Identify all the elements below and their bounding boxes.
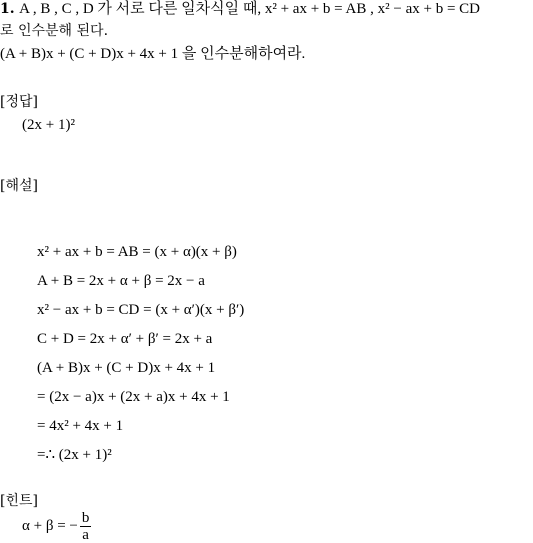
answer-label: [정답] bbox=[0, 94, 38, 110]
hint-fraction-numerator: b bbox=[81, 510, 90, 526]
solution-step: = (2x − a)x + (2x + a)x + 4x + 1 bbox=[37, 389, 230, 405]
answer-value: (2x + 1)² bbox=[22, 117, 75, 133]
solution-label: [해설] bbox=[0, 178, 38, 194]
solution-step: C + D = 2x + α′ + β′ = 2x + a bbox=[37, 331, 213, 347]
hint-fraction-denominator: a bbox=[82, 527, 89, 543]
problem-line-3: (A + B)x + (C + D)x + 4x + 1 을 인수분해하여라. bbox=[0, 46, 306, 62]
problem-line-1 bbox=[0, 0, 480, 18]
solution-step: (A + B)x + (C + D)x + 4x + 1 bbox=[37, 360, 216, 376]
hint-fraction bbox=[80, 510, 92, 543]
hint-lhs: α + β = − bbox=[22, 517, 78, 534]
solution-step: = 4x² + 4x + 1 bbox=[37, 418, 124, 434]
problem-line-2: 로 인수분해 된다. bbox=[0, 23, 109, 39]
hint-label: [힌트] bbox=[0, 493, 38, 509]
problem-number: 1. bbox=[0, 1, 15, 17]
problem-text-1: A , B , C , D 가 서로 다른 일차식일 때, x² + ax + b = AB , x² − ax + b = CD bbox=[19, 1, 480, 17]
solution-step: x² − ax + b = CD = (x + α′)(x + β′) bbox=[37, 302, 245, 318]
hint-formula bbox=[22, 510, 91, 543]
solution-step: x² + ax + b = AB = (x + α)(x + β) bbox=[37, 244, 237, 260]
solution-step: A + B = 2x + α + β = 2x − a bbox=[37, 273, 205, 289]
solution-step: =∴ (2x + 1)² bbox=[37, 447, 112, 463]
